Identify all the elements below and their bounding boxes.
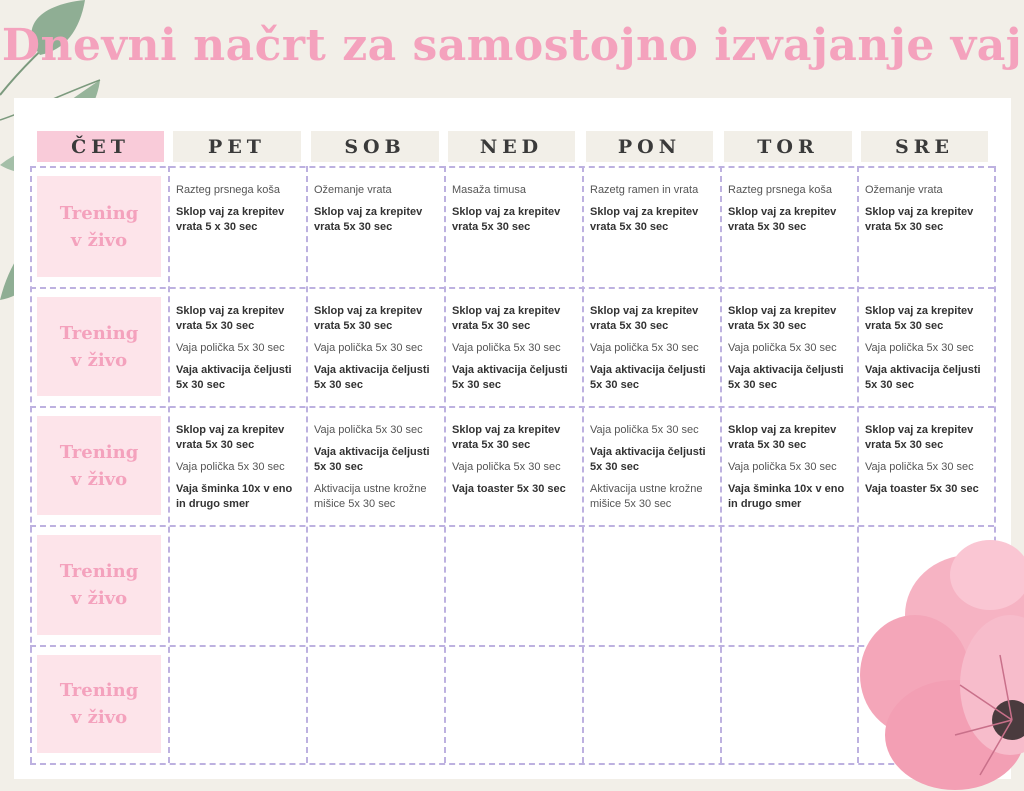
grid-column-line bbox=[30, 166, 32, 763]
schedule-cell bbox=[176, 423, 304, 519]
grid-row-line bbox=[30, 525, 994, 527]
schedule-cell bbox=[314, 304, 442, 400]
exercise-item: Vaja šminka 10x v eno in drugo smer bbox=[728, 483, 845, 510]
exercise-note: Razteg prsnega koša bbox=[176, 184, 280, 196]
exercise-note: Vaja polička 5x 30 sec bbox=[452, 461, 561, 473]
exercise-item: Vaja aktivacija čeljusti 5x 30 sec bbox=[728, 364, 844, 391]
grid-column-line bbox=[582, 166, 584, 763]
exercise-note: Vaja polička 5x 30 sec bbox=[176, 461, 285, 473]
schedule-cell bbox=[314, 423, 442, 519]
exercise-note: Vaja polička 5x 30 sec bbox=[865, 461, 974, 473]
schedule-cell bbox=[452, 304, 580, 400]
exercise-note: Razetg ramen in vrata bbox=[590, 184, 699, 196]
exercise-item: Sklop vaj za krepitev vrata 5x 30 sec bbox=[176, 305, 285, 332]
grid-column-line bbox=[444, 166, 446, 763]
exercise-note: Ožemanje vrata bbox=[865, 184, 943, 196]
row-label-text: Trening v živo bbox=[59, 561, 139, 609]
schedule-cell bbox=[728, 183, 856, 242]
exercise-note: Aktivacija ustne krožne mišice 5x 30 sec bbox=[314, 483, 427, 510]
schedule-cell bbox=[865, 423, 993, 504]
row-label-1 bbox=[37, 297, 161, 396]
exercise-item: Vaja aktivacija čeljusti 5x 30 sec bbox=[590, 446, 706, 473]
exercise-note: Vaja polička 5x 30 sec bbox=[865, 342, 974, 354]
exercise-item: Sklop vaj za krepitev vrata 5x 30 sec bbox=[590, 305, 699, 332]
grid-row-line bbox=[30, 166, 994, 168]
grid-column-line bbox=[168, 166, 170, 763]
exercise-item: Vaja aktivacija čeljusti 5x 30 sec bbox=[176, 364, 292, 391]
exercise-item: Sklop vaj za krepitev vrata 5x 30 sec bbox=[314, 305, 423, 332]
schedule-cell bbox=[728, 423, 856, 519]
exercise-note: Vaja polička 5x 30 sec bbox=[728, 342, 837, 354]
exercise-item: Sklop vaj za krepitev vrata 5x 30 sec bbox=[452, 305, 561, 332]
exercise-item: Sklop vaj za krepitev vrata 5x 30 sec bbox=[728, 206, 837, 233]
schedule-cell bbox=[728, 304, 856, 400]
row-label-0 bbox=[37, 176, 161, 277]
day-header-5: TOR bbox=[724, 131, 852, 162]
grid-row-line bbox=[30, 763, 994, 765]
day-header-0: ČET bbox=[37, 131, 164, 162]
exercise-item: Sklop vaj za krepitev vrata 5x 30 sec bbox=[452, 206, 561, 233]
schedule-cell bbox=[590, 423, 718, 519]
exercise-item: Sklop vaj za krepitev vrata 5x 30 sec bbox=[865, 424, 974, 451]
exercise-item: Sklop vaj za krepitev vrata 5 x 30 sec bbox=[176, 206, 285, 233]
grid-column-line bbox=[306, 166, 308, 763]
grid-row-line bbox=[30, 645, 994, 647]
row-label-text: Trening v živo bbox=[59, 441, 139, 490]
exercise-item: Sklop vaj za krepitev vrata 5x 30 sec bbox=[865, 305, 974, 332]
page-title: Dnevni načrt za samostojno izvajanje vaj bbox=[1, 20, 1023, 71]
exercise-item: Vaja šminka 10x v eno in drugo smer bbox=[176, 483, 293, 510]
exercise-item: Sklop vaj za krepitev vrata 5x 30 sec bbox=[728, 424, 837, 451]
row-label-3 bbox=[37, 535, 161, 635]
grid-row-line bbox=[30, 287, 994, 289]
flower-decoration bbox=[860, 535, 1024, 791]
exercise-item: Sklop vaj za krepitev vrata 5x 30 sec bbox=[452, 424, 561, 451]
exercise-item: Sklop vaj za krepitev vrata 5x 30 sec bbox=[590, 206, 699, 233]
day-header-6: SRE bbox=[861, 131, 988, 162]
exercise-note: Vaja polička 5x 30 sec bbox=[314, 424, 423, 436]
exercise-note: Vaja polička 5x 30 sec bbox=[176, 342, 285, 354]
day-header-2: SOB bbox=[311, 131, 439, 162]
exercise-item: Vaja aktivacija čeljusti 5x 30 sec bbox=[590, 364, 706, 391]
day-header-3: NED bbox=[448, 131, 575, 162]
exercise-item: Sklop vaj za krepitev vrata 5x 30 sec bbox=[865, 206, 974, 233]
schedule-cell bbox=[865, 304, 993, 400]
exercise-note: Masaža timusa bbox=[452, 184, 526, 196]
exercise-item: Vaja aktivacija čeljusti 5x 30 sec bbox=[314, 446, 430, 473]
exercise-note: Vaja polička 5x 30 sec bbox=[452, 342, 561, 354]
schedule-cell bbox=[176, 183, 304, 242]
exercise-item: Vaja aktivacija čeljusti 5x 30 sec bbox=[314, 364, 430, 391]
schedule-cell bbox=[865, 183, 993, 242]
schedule-cell bbox=[452, 183, 580, 242]
row-label-text: Trening v živo bbox=[59, 202, 139, 251]
row-label-2 bbox=[37, 416, 161, 515]
exercise-note: Razteg prsnega koša bbox=[728, 184, 832, 196]
exercise-note: Vaja polička 5x 30 sec bbox=[314, 342, 423, 354]
exercise-item: Vaja aktivacija čeljusti 5x 30 sec bbox=[452, 364, 568, 391]
exercise-item: Sklop vaj za krepitev vrata 5x 30 sec bbox=[314, 206, 423, 233]
exercise-note: Vaja polička 5x 30 sec bbox=[728, 461, 837, 473]
exercise-item: Sklop vaj za krepitev vrata 5x 30 sec bbox=[728, 305, 837, 332]
exercise-item: Vaja toaster 5x 30 sec bbox=[865, 483, 979, 495]
exercise-item: Sklop vaj za krepitev vrata 5x 30 sec bbox=[176, 424, 285, 451]
schedule-cell bbox=[314, 183, 442, 242]
schedule-cell bbox=[452, 423, 580, 504]
schedule-cell bbox=[176, 304, 304, 400]
schedule-cell bbox=[590, 183, 718, 242]
row-label-text: Trening v živo bbox=[59, 680, 139, 728]
day-header-1: PET bbox=[173, 131, 301, 162]
exercise-note: Vaja polička 5x 30 sec bbox=[590, 342, 699, 354]
schedule-cell bbox=[590, 304, 718, 400]
exercise-note: Vaja polička 5x 30 sec bbox=[590, 424, 699, 436]
row-label-text: Trening v živo bbox=[59, 322, 139, 371]
exercise-note: Aktivacija ustne krožne mišice 5x 30 sec bbox=[590, 483, 703, 510]
day-header-4: PON bbox=[586, 131, 713, 162]
exercise-item: Vaja aktivacija čeljusti 5x 30 sec bbox=[865, 364, 981, 391]
exercise-note: Ožemanje vrata bbox=[314, 184, 392, 196]
grid-row-line bbox=[30, 406, 994, 408]
row-label-4 bbox=[37, 655, 161, 753]
exercise-item: Vaja toaster 5x 30 sec bbox=[452, 483, 566, 495]
grid-column-line bbox=[720, 166, 722, 763]
grid-column-line bbox=[857, 166, 859, 763]
